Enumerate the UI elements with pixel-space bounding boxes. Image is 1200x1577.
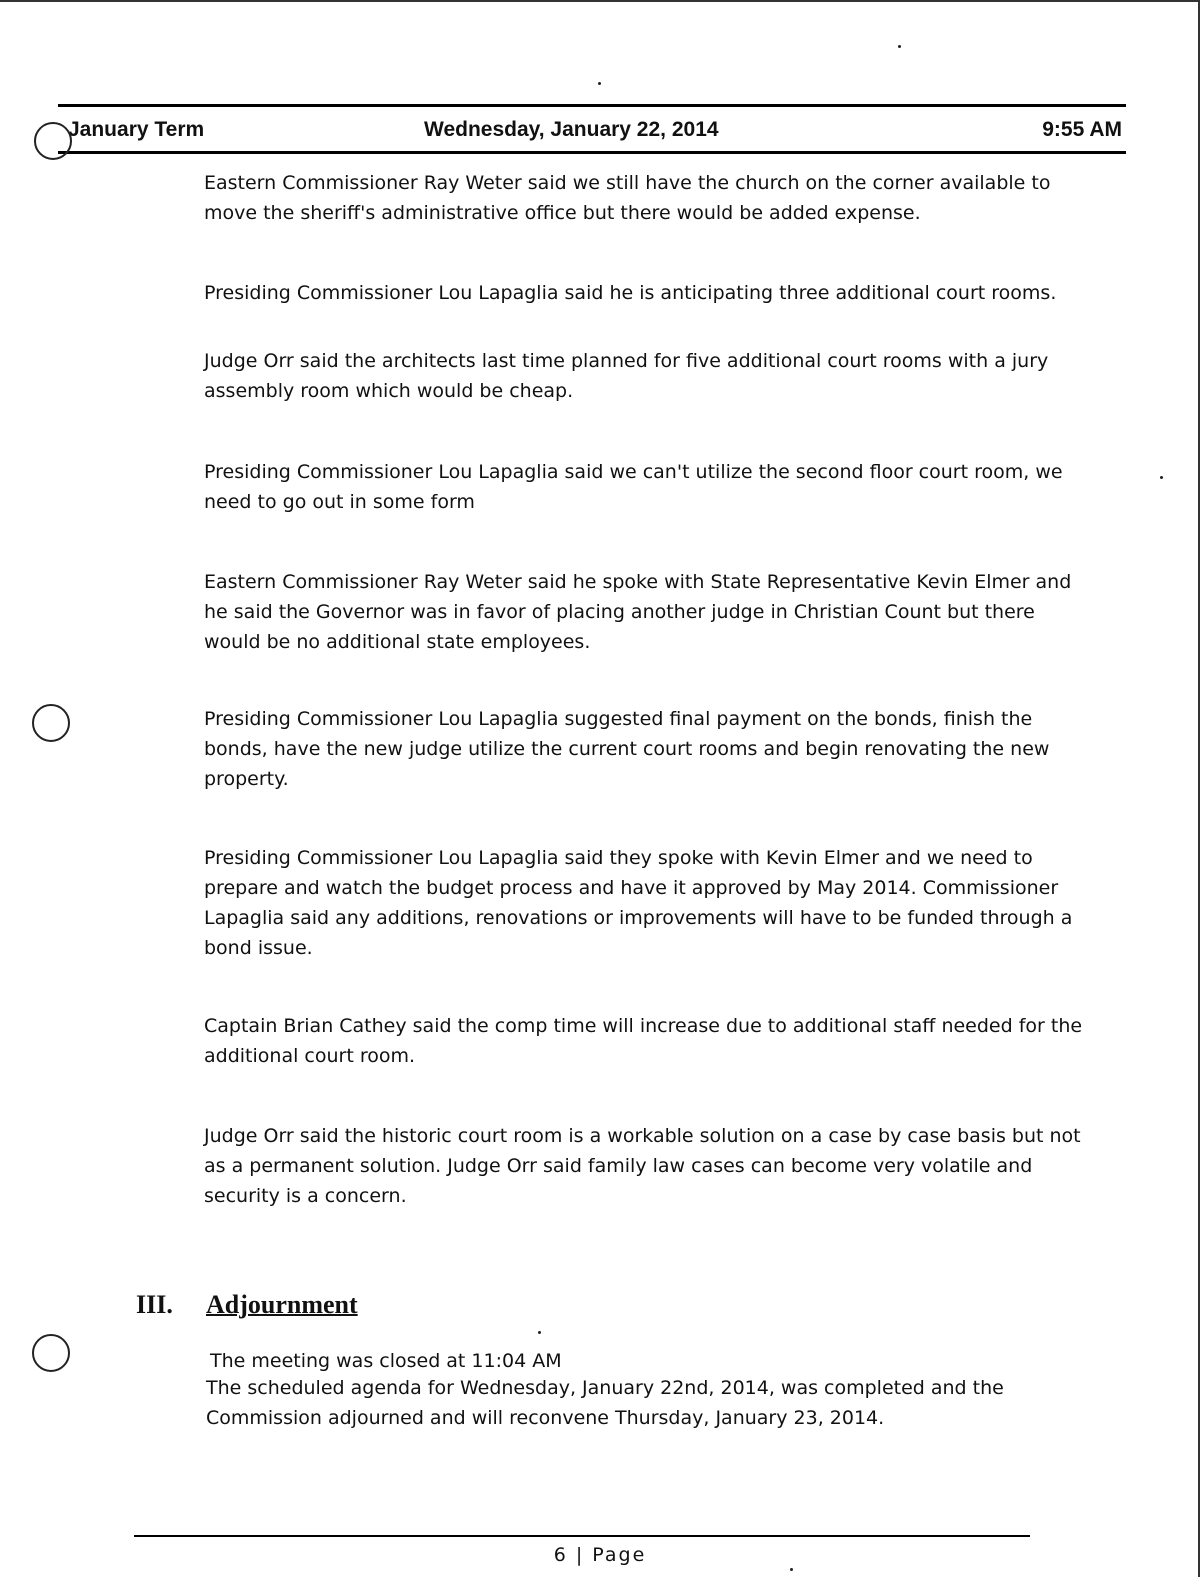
paragraph-3: Judge Orr said the architects last time planned for five additional court rooms with a jury assembly room which would be cheap. bbox=[204, 350, 1049, 402]
scan-speck bbox=[538, 1331, 541, 1334]
page-border-top bbox=[0, 0, 1200, 2]
paragraph-9: Judge Orr said the historic court room is a workable solution on a case by case basis but not as a permanent solution. Judge Orr said family law cases can become very volatile and security is a concern. bbox=[204, 1125, 1081, 1207]
adjournment-line-2: The scheduled agenda for Wednesday, January 22nd, 2014, was completed and the Commission adjourned and will reconvene Thursday, January 23, 2014. bbox=[206, 1377, 1004, 1429]
paragraph-6: Presiding Commissioner Lou Lapaglia suggested final payment on the bonds, finish the bonds, have the new judge utilize the current court rooms and begin renovating the new property. bbox=[204, 708, 1050, 790]
header-time: 9:55 AM bbox=[1042, 118, 1122, 141]
paragraph-7: Presiding Commissioner Lou Lapaglia said they spoke with Kevin Elmer and we need to prepare and watch the budget process and have it approved by May 2014. Commissioner Lapaglia said any additions, renovations or improvements will have to be funded through a bond issue. bbox=[204, 847, 1073, 959]
punch-hole-bottom bbox=[32, 1334, 70, 1372]
page-header bbox=[58, 104, 1126, 154]
header-term: January Term bbox=[68, 118, 205, 141]
scan-speck bbox=[898, 45, 901, 48]
paragraph-5: Eastern Commissioner Ray Weter said he spoke with State Representative Kevin Elmer and he said the Governor was in favor of placing another judge in Christian Count but there would be no additional state employees. bbox=[204, 571, 1072, 653]
header-date: Wednesday, January 22, 2014 bbox=[424, 118, 719, 141]
adjournment-line-1: The meeting was closed at 11:04 AM bbox=[210, 1350, 562, 1372]
scan-speck bbox=[790, 1568, 793, 1571]
paragraph-8: Captain Brian Cathey said the comp time will increase due to additional staff needed for the additional court room. bbox=[204, 1015, 1083, 1067]
header-rule-bottom bbox=[58, 151, 1126, 154]
punch-hole-top bbox=[34, 122, 72, 160]
paragraph-2: Presiding Commissioner Lou Lapaglia said he is anticipating three additional court rooms. bbox=[204, 282, 1057, 304]
paragraph-4: Presiding Commissioner Lou Lapaglia said we can't utilize the second floor court room, we need to go out in some form bbox=[204, 461, 1063, 513]
header-rule-top bbox=[58, 104, 1126, 107]
page-number: 6 | Page bbox=[553, 1544, 647, 1566]
section-title: Adjournment bbox=[206, 1290, 358, 1319]
paragraph-1: Eastern Commissioner Ray Weter said we still have the church on the corner available to move the sheriff's administrative office but there would be added expense. bbox=[204, 172, 1051, 224]
scan-speck bbox=[1160, 476, 1163, 479]
section-number: III. bbox=[136, 1290, 173, 1319]
footer-rule bbox=[134, 1535, 1030, 1537]
scan-speck bbox=[598, 82, 601, 85]
punch-hole-middle bbox=[32, 704, 70, 742]
